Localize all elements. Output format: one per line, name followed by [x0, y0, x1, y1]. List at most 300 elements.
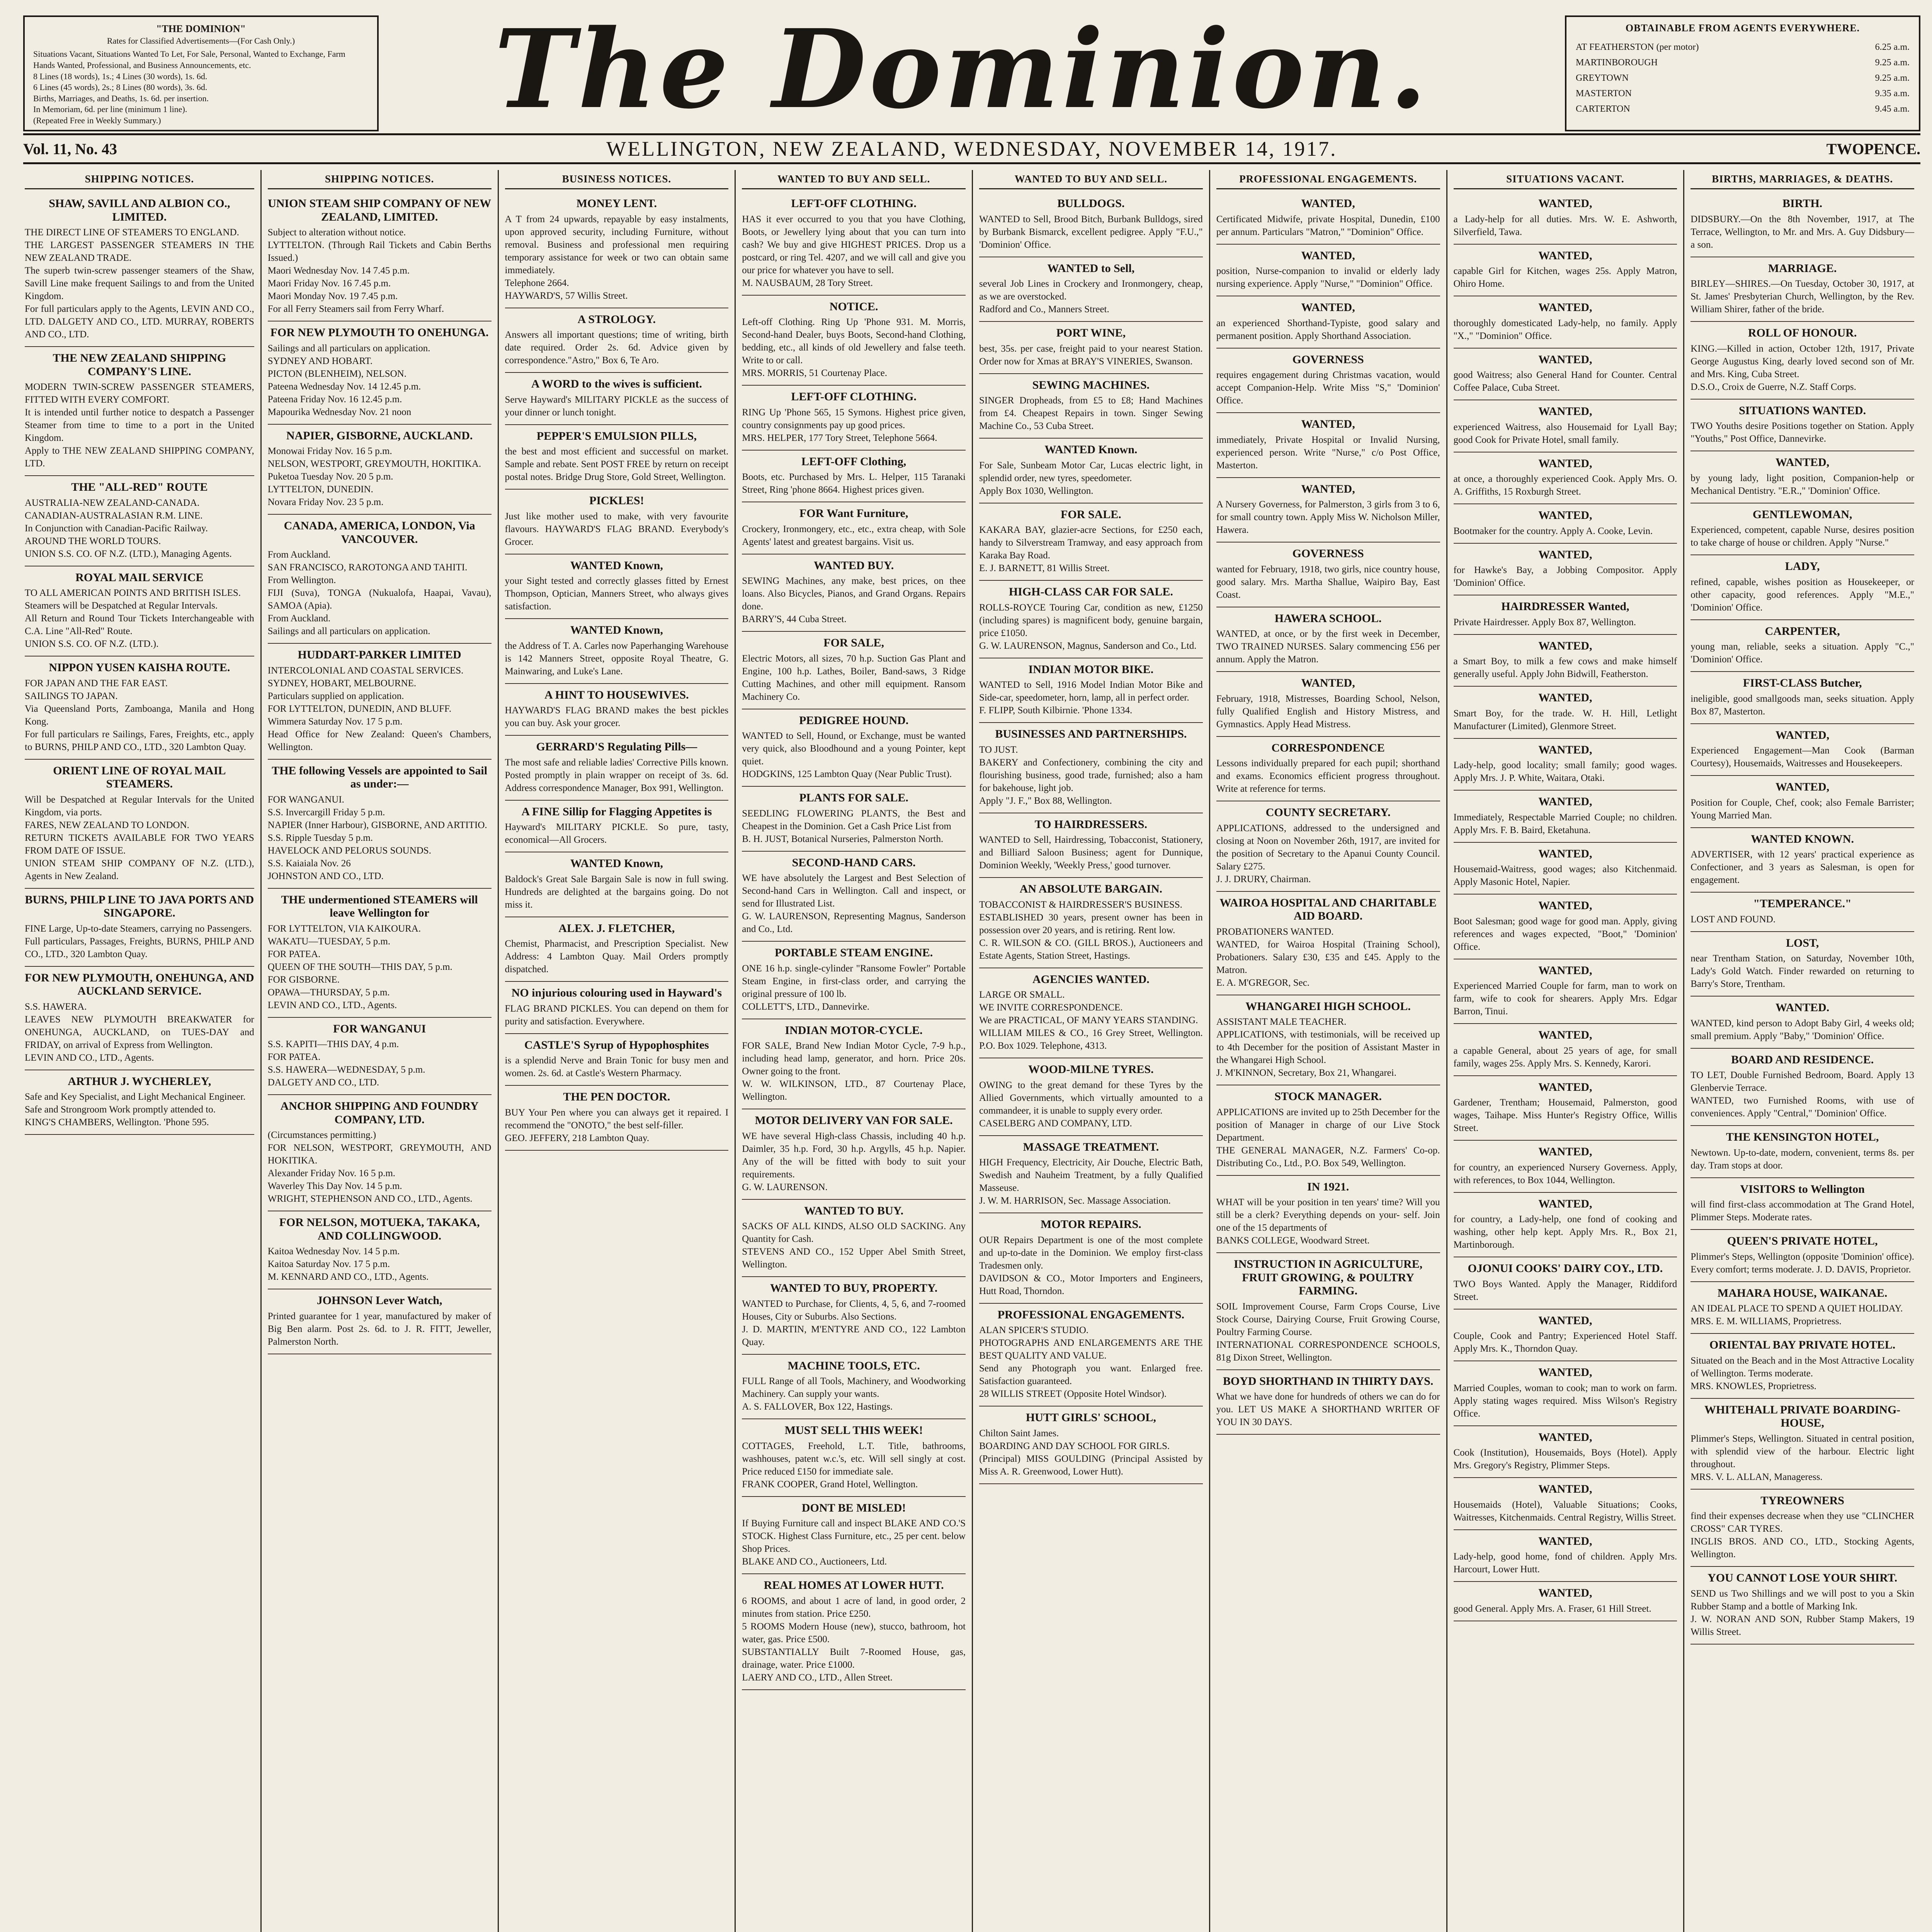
ad-body: refined, capable, wishes position as Housekeeper, or other capacity, good references. Apply "M.E.," 'Dominion' Office. [1690, 577, 1914, 613]
distribution-row: MARTINBOROUGH 9.25 a.m. [1576, 58, 1910, 68]
ad-title: SITUATIONS WANTED. [1739, 404, 1866, 417]
ad-title: FOR SALE. [1061, 508, 1121, 521]
ad-body: A T from 24 upwards, repayable by easy instalments, upon approved security, including Furniture, without removal. Business and professional men requiring temporary assistance for week or two can obtain same immediately. Telephone 2664. HAYWARD'S, 57 Willis Street. [505, 214, 729, 301]
ad-title: BULLDOGS. [1057, 197, 1125, 210]
advertisement [1690, 503, 1914, 556]
column-heading: WANTED TO BUY AND SELL. [979, 173, 1203, 189]
distribution-title: OBTAINABLE FROM AGENTS EVERYWHERE. [1625, 22, 1860, 34]
ad-body: COTTAGES, Freehold, L.T. Title, bathrooms, washhouses, patent w.c.'s, etc. Will sell singly at cost. Price reduced £150 for immediate sale. FRANK COOPER, Grand Hotel, Wellington. [742, 1440, 966, 1490]
ad-body: Serve Hayward's MILITARY PICKLE as the success of your dinner or lunch tonight. [505, 394, 729, 418]
ad-body: SEWING Machines, any make, best prices, on thee loans. Also Bicycles, Pianos, and Grand Organs. Repairs done. BARRY'S, 44 Cuba Street. [742, 576, 966, 624]
advertisement [742, 1109, 966, 1200]
ad-body: Position for Couple, Chef, cook; also Female Barrister; Young Married Man. [1690, 797, 1914, 821]
ad-body: SEND us Two Shillings and we will post to you a Skin Rubber Stamp and a bottle of Marking Ink. J. W. NORAN AND SON, Rubber Stamp Makers, 19 Willis Street. [1690, 1588, 1914, 1637]
ad-body: Plimmer's Steps, Wellington. Situated in central position, with splendid view of the harbour. Electric light throughout. MRS. V. L. ALLAN, Manageress. [1690, 1433, 1914, 1482]
column-6 [1209, 170, 1446, 1932]
ad-body: Printed guarantee for 1 year, manufactured by maker of Big Ben alarm. Post 2s. 6d. to J. R. FITT, Jeweller, Palmerston North. [267, 1311, 492, 1347]
ad-body: Situated on the Beach and in the Most Attractive Locality of Wellington. Terms moderate. MRS. KNOWLES, Proprietress. [1690, 1355, 1914, 1391]
advertisement [1454, 1076, 1677, 1141]
advertisement [1216, 737, 1440, 802]
column-1 [23, 170, 260, 1932]
ad-title: LEFT-OFF CLOTHING. [791, 197, 917, 210]
ad-body: Married Couples, woman to cook; man to work on farm. Apply stating wages required. Miss Wilson's Registry Office. [1453, 1383, 1677, 1419]
distribution-row: MASTERTON 9.35 a.m. [1576, 88, 1910, 99]
ad-body: S.S. KAPITI—THIS DAY, 4 p.m. FOR PATEA. S.S. HAWERA—WEDNESDAY, 5 p.m. DALGETY AND CO., LTD. [267, 1039, 425, 1088]
advertisement [1454, 1478, 1677, 1530]
ad-body: Kaitoa Wednesday Nov. 14 5 p.m. Kaitoa Saturday Nov. 17 5 p.m. M. KENNARD AND CO., LTD., Agents. [267, 1246, 429, 1282]
ad-title: WANTED, [1538, 1080, 1592, 1094]
ad-title: THE "ALL-RED" ROUTE [71, 481, 208, 493]
ad-title: WANTED, [1538, 353, 1592, 366]
advertisement [505, 619, 729, 684]
ad-body: young man, reliable, seeks a situation. Apply "C.," 'Dominion' Office. [1690, 641, 1914, 665]
ad-title: WANTED, [1538, 1197, 1592, 1210]
ad-body: WANTED to Purchase, for Clients, 4, 5, 6, and 7-roomed Houses, City or Suburbs. Also Sections. J. D. MARTIN, M'ENTYRE AND CO., 122 Lambton Quay. [742, 1298, 966, 1347]
ad-body: SACKS OF ALL KINDS, ALSO OLD SACKING. Any Quantity for Cash. STEVENS AND CO., 152 Upper Abel Smith Street, Wellington. [742, 1221, 966, 1270]
ad-body: MODERN TWIN-SCREW PASSENGER STEAMERS, FITTED WITH EVERY COMFORT. It is intended until further notice to despatch a Passenger Steamer from time to time to a port in the United Kingdom. Apply to THE NEW ZEALAND SHIPPING COMPANY, LTD. [25, 382, 254, 469]
advertisement [1216, 607, 1440, 672]
advertisement [268, 1018, 492, 1095]
ad-title: CANADA, AMERICA, LONDON, Via VANCOUVER. [284, 519, 475, 546]
ad-body: OWING to the great demand for these Tyres by the Allied Governments, which virtually amounted to a commandeer, it is unable to supply every order. CASELBERG AND COMPANY, LTD. [979, 1080, 1203, 1129]
advertisement [1690, 893, 1914, 932]
advertisement [268, 1095, 492, 1211]
ad-body: Hayward's MILITARY PICKLE. So pure, tasty, economical—All Grocers. [505, 822, 729, 845]
ad-title: ROLL OF HONOUR. [1748, 327, 1857, 339]
ad-body: WANTED, at once, or by the first week in December, TWO TRAINED NURSES. Salary commencing £56 per annum. Apply the Matron. [1216, 629, 1440, 665]
ad-title: NOTICE. [829, 300, 878, 313]
ad-body: Boot Salesman; good wage for good man. Apply, giving references and wages expected, "Boot," 'Dominion' Office. [1453, 916, 1677, 952]
distribution-row: GREYTOWN 9.25 a.m. [1576, 73, 1910, 83]
advertisement [1690, 1490, 1914, 1567]
advertisement [1690, 451, 1914, 503]
ad-body: experienced Waitress, also Housemaid for Lyall Bay; good Cook for Private Hotel, small family. [1453, 422, 1677, 445]
ad-title: WANTED, [1538, 249, 1592, 262]
ad-body: Experienced, competent, capable Nurse, desires position to take charge of house or children. Apply "Nurse." [1690, 525, 1914, 548]
ad-title: WANTED KNOWN. [1751, 832, 1854, 845]
advertisement [505, 852, 729, 917]
advertisement [742, 451, 966, 503]
ad-body: TO JUST. BAKERY and Confectionery, combining the city and flourishing business, good trade, furnished; also a ham for bakehouse, light job. Apply "J. F.," Box 88, Wellington. [979, 744, 1203, 806]
ad-body: INTERCOLONIAL AND COASTAL SERVICES. SYDNEY, HOBART, MELBOURNE. Particulars supplied on application. FOR LYTTELTON, DUNEDIN, AND BLUFF. Wimmera Saturday Nov. 17 5 p.m. Head Office for New Zealand: Queen's Chambers, Wellington. [267, 665, 492, 752]
ad-title: GOVERNESS [1292, 353, 1364, 366]
ad-title: A WORD to the wives is sufficient. [531, 378, 702, 390]
ad-body: What we have done for hundreds of others we can do for you. LET US MAKE A SHORTHAND WRITER OF YOU IN 30 DAYS. [1216, 1391, 1440, 1427]
ad-title: FOR NEW PLYMOUTH TO ONEHUNGA. [270, 326, 489, 339]
ad-title: PORT WINE, [1056, 327, 1126, 339]
ad-title: WANTED, [1538, 457, 1592, 470]
ad-body: a Lady-help for all duties. Mrs. W. E. Ashworth, Silverfield, Tawa. [1453, 214, 1677, 237]
ad-title: WHITEHALL PRIVATE BOARDING-HOUSE, [1704, 1403, 1901, 1429]
ad-body: BIRLEY—SHIRES.—On Tuesday, October 30, 1917, at St. James' Presbyterian Church, Wellington, by the Rev. William Shirer, father of the bride. [1690, 279, 1914, 315]
advertisement [1690, 1126, 1914, 1178]
ad-title: WANTED Known, [570, 857, 663, 870]
dateline-bar [23, 133, 1920, 164]
advertisement [505, 917, 729, 982]
ad-body: FOR LYTTELTON, VIA KAIKOURA. WAKATU—TUESDAY, 5 p.m. FOR PATEA. QUEEN OF THE SOUTH—THIS DAY, 5 p.m. FOR GISBORNE. OPAWA—THURSDAY, 5 p.m. LEVIN AND CO., LTD., Agents. [267, 923, 452, 1010]
column-heading: BIRTHS, MARRIAGES, & DEATHS. [1690, 173, 1914, 189]
ad-body: Experienced Married Couple for farm, man to work on farm, wife to cook for shearers. Apply Mrs. Edgar Barron, Tinui. [1453, 981, 1677, 1017]
ad-title: BURNS, PHILP LINE TO JAVA PORTS AND SINGAPORE. [25, 893, 254, 919]
ad-title: PEPPER'S EMULSION PILLS, [536, 429, 697, 442]
ad-body: Bootmaker for the country. Apply A. Cooke, Levin. [1453, 526, 1653, 536]
ad-title: WANTED, [1538, 548, 1592, 561]
advertisement [1690, 1049, 1914, 1126]
advertisement [1454, 895, 1677, 959]
ad-title: WANTED BUY. [813, 559, 894, 572]
advertisement [742, 942, 966, 1019]
ad-body: BUY Your Pen where you can always get it repaired. I recommend the "ONOTO," the best self-filler. GEO. JEFFERY, 218 Lambton Quay. [505, 1107, 729, 1143]
ad-title: GENTLEWOMAN, [1752, 508, 1852, 521]
column-4 [735, 170, 972, 1932]
ad-body: ineligible, good smallgoods man, seeks situation. Apply Box 87, Masterton. [1690, 693, 1914, 717]
advertisement [1454, 349, 1677, 401]
ad-body: LARGE OR SMALL. WE INVITE CORRESPONDENCE. We are PRACTICAL, OF MANY YEARS STANDING. WILLIAM MILES & CO., 16 Grey Street, Wellington. P.O. Box 1029. Telephone, 4313. [979, 990, 1203, 1051]
ad-title: HAWERA SCHOOL. [1274, 612, 1382, 625]
ad-body: Lady-help, good home, fond of children. Apply Mrs. Harcourt, Lower Hutt. [1453, 1551, 1677, 1575]
advertisement [268, 1289, 492, 1354]
ad-title: A FINE Sillip for Flagging Appetites is [521, 805, 712, 818]
rates-subtitle: Rates for Classified Advertisements—(For Cash Only.) [107, 36, 295, 46]
ad-title: PORTABLE STEAM ENGINE. [774, 946, 933, 959]
ad-body: FOR JAPAN AND THE FAR EAST. SAILINGS TO JAPAN. Via Queensland Ports, Zamboanga, Manila and Hong Kong. For full particulars re Sailings, Fares, Freights, etc., apply to BURNS, PHILP AND CO., LTD., 320 Lambton Quay. [25, 678, 254, 752]
ad-title: LADY, [1785, 560, 1820, 573]
ad-body: AN IDEAL PLACE TO SPEND A QUIET HOLIDAY. MRS. E. M. WILLIAMS, Proprietress. [1690, 1303, 1903, 1327]
advertisement [742, 632, 966, 709]
volume-number: Vol. 11, No. 43 [23, 140, 117, 158]
ad-title: FIRST-CLASS Butcher, [1743, 677, 1862, 689]
ad-title: WOOD-MILNE TYRES. [1028, 1063, 1154, 1076]
ad-body: WE have several High-class Chassis, including 40 h.p. Daimler, 35 h.p. Ford, 30 h.p. Argylls, 45 h.p. Napier. Any of the will be fitted with body to suit your requirements. G. W. LAURENSON. [742, 1131, 966, 1192]
ad-title: WANTED. [1776, 1001, 1830, 1014]
advertisement [1454, 843, 1677, 895]
advertisement [742, 1574, 966, 1690]
ad-title: TYREOWNERS [1760, 1494, 1844, 1507]
advertisement [25, 476, 254, 566]
ad-title: WANTED, [1301, 418, 1355, 430]
ad-body: Answers all important questions; time of writing, birth date required. Order 2s. 6d. Advice given by correspondence."Astro," Box 6, Te Aro. [505, 330, 729, 366]
advertisement [1454, 245, 1677, 297]
ad-title: ANCHOR SHIPPING AND FOUNDRY COMPANY, LTD. [280, 1100, 479, 1126]
ad-body: WHAT will be your position in ten years' time? Will you still be a clerk? Everything depends on your- self. Join one of the 15 departments of BANKS COLLEGE, Woodward Street. [1216, 1197, 1440, 1246]
ad-title: WANTED, [1538, 743, 1592, 756]
advertisement [1216, 801, 1440, 892]
ad-title: OJONUI COOKS' DAIRY COY., LTD. [1468, 1262, 1663, 1275]
advertisement [742, 1277, 966, 1355]
ad-title: THE undermentioned STEAMERS will leave Wellington for [281, 893, 478, 919]
ad-title: NAPIER, GISBORNE, AUCKLAND. [286, 429, 473, 442]
ad-title: WANTED, [1538, 1430, 1592, 1444]
advertisement [1454, 791, 1677, 843]
advertisement [505, 308, 729, 373]
column-heading: SITUATIONS VACANT. [1454, 173, 1677, 189]
advertisement [1690, 257, 1914, 322]
ad-title: WANTED, [1538, 899, 1592, 912]
advertisement [268, 644, 492, 760]
advertisement [1690, 1567, 1914, 1645]
ad-title: SECOND-HAND CARS. [792, 856, 916, 869]
advertisement [25, 967, 254, 1070]
ad-title: A STROLOGY. [577, 313, 656, 326]
advertisement [979, 322, 1203, 374]
advertisement [1454, 1024, 1677, 1076]
ad-title: WANTED, [1538, 405, 1592, 418]
advertisement [1216, 192, 1440, 245]
ad-body: Chilton Saint James. BOARDING AND DAY SCHOOL FOR GIRLS. (Principal) MISS GOULDING (Principal Assisted by Miss A. R. Greenwood, Lower Hutt). [979, 1428, 1203, 1477]
ad-body: ADVERTISER, with 12 years' practical experience as Confectioner, and 3 years as Salesman, is open for engagement. [1690, 849, 1914, 885]
ad-body: is a splendid Nerve and Brain Tonic for busy men and women. 2s. 6d. at Castle's Western Pharmacy. [505, 1055, 729, 1078]
ad-body: For Sale, Sunbeam Motor Car, Lucas electric light, in splendid order, new tyres, speedometer. Apply Box 1030, Wellington. [979, 460, 1203, 496]
ad-title: YOU CANNOT LOSE YOUR SHIRT. [1708, 1571, 1898, 1584]
rates-line: (Repeated Free in Weekly Summary.) [33, 115, 161, 125]
advertisement [742, 787, 966, 852]
ad-body: WANTED to Sell, 1916 Model Indian Motor Bike and Side-car, speedometer, horn, lamp, all in perfect order. F. FLIPP, South Kilbirnie. 'Phone 1334. [979, 680, 1203, 716]
advertisement [1454, 1310, 1677, 1362]
ad-body: thoroughly domesticated Lady-help, no family. Apply "X.," "Dominion" Office. [1453, 318, 1677, 341]
ad-title: WANTED, [1538, 301, 1592, 314]
classified-rates-box [23, 15, 379, 131]
ad-body: TWO Youths desire Positions together on Station. Apply "Youths," Post Office, Dannevirke. [1690, 421, 1914, 444]
ad-title: THE KENSINGTON HOTEL, [1726, 1131, 1879, 1143]
ad-body: wanted for February, 1918, two girls, nice country house, good salary. Mrs. Martha Shallue, Waipiro Bay, East Coast. [1216, 564, 1440, 600]
ad-body: APPLICATIONS, addressed to the undersigned and closing at Noon on November 26th, 1917, are invited for the position of Secretary to the Apanui County Council. Salary £275. J. J. DRURY, Chairman. [1216, 823, 1440, 884]
ad-body: OUR Repairs Department is one of the most complete and up-to-date in the Dominion. We employ first-class Tradesmen only. DAVIDSON & CO., Motor Importers and Engineers, Hutt Road, Thorndon. [979, 1235, 1203, 1296]
ad-title: WHANGAREI HIGH SCHOOL. [1245, 1000, 1411, 1013]
ad-body: The most safe and reliable ladies' Corrective Pills known. Posted promptly in plain wrapper on receipt of 3s. 6d. Address correspondence Manager, Box 991, Wellington. [505, 757, 729, 793]
advertisement [505, 1086, 729, 1151]
advertisement [1454, 635, 1677, 687]
ad-title: REAL HOMES AT LOWER HUTT. [764, 1579, 944, 1592]
ad-body: Subject to alteration without notice. LYTTELTON. (Through Rail Tickets and Cabin Berths Issued.) Maori Wednesday Nov. 14 7.45 p.m. Maori Friday Nov. 16 7.45 p.m. Maori Monday Nov. 19 7.45 p.m. For all Ferry Steamers sail from Ferry Wharf. [267, 227, 492, 314]
ad-title: JOHNSON Lever Watch, [316, 1294, 442, 1307]
advertisement [742, 296, 966, 386]
ad-body: a Smart Boy, to milk a few cows and make himself generally useful. Apply John Bidwill, Featherston. [1453, 656, 1677, 679]
advertisement [979, 723, 1203, 813]
ad-body: HAS it ever occurred to you that you have Clothing, Boots, or Jewellery lying about that you can turn into cash? We buy and give HIGHEST PRICES. Drop us a postcard, or ring Tel. 4207, and we will call and give you our price for whatever you have to sell. M. NAUSBAUM, 28 Tory Street. [742, 214, 966, 288]
advertisement [979, 439, 1203, 503]
ad-body: Lessons individually prepared for each pupil; shorthand and exams. Economics efficient progress throughout. Write at reference for terms. [1216, 758, 1440, 794]
ad-title: BIRTH. [1782, 197, 1823, 210]
advertisement [1454, 1426, 1677, 1478]
ad-body: TO LET, Double Furnished Bedroom, Board. Apply 13 Glenbervie Terrace. WANTED, two Furnished Rooms, with use of conveniences. Apply "Central," 'Dominion' Office. [1690, 1070, 1914, 1119]
ad-title: INSTRUCTION IN AGRICULTURE, FRUIT GROWING, & POULTRY FARMING. [1234, 1258, 1423, 1297]
ad-title: ORIENT LINE OF ROYAL MAIL STEAMERS. [53, 764, 226, 790]
advertisement [979, 1213, 1203, 1304]
distribution-row: AT FEATHERSTON (per motor) 6.25 a.m. [1576, 42, 1910, 52]
advertisement [1216, 1370, 1440, 1435]
column-2 [260, 170, 498, 1932]
advertisement [1454, 192, 1677, 245]
advertisement [979, 1406, 1203, 1484]
ad-title: TO HAIRDRESSERS. [1034, 818, 1147, 831]
advertisement [979, 374, 1203, 439]
advertisement [25, 192, 254, 347]
ad-title: COUNTY SECRETARY. [1265, 806, 1391, 819]
ad-title: INDIAN MOTOR BIKE. [1028, 663, 1154, 676]
advertisement [742, 1497, 966, 1575]
column-heading: PROFESSIONAL ENGAGEMENTS. [1216, 173, 1440, 189]
ad-body: for Hawke's Bay, a Jobbing Compositor. Apply 'Dominion' Office. [1453, 565, 1677, 588]
ad-title: GERRARD'S Regulating Pills— [536, 740, 697, 753]
ad-title: ALEX. J. FLETCHER, [558, 922, 675, 935]
advertisement [1690, 192, 1914, 257]
ad-title: WANTED to Sell, [1047, 262, 1135, 275]
ad-body: your Sight tested and correctly glasses fitted by Ernest Thompson, Optician, Manners Street, who always gives satisfaction. [505, 576, 729, 612]
advertisement [505, 801, 729, 853]
ad-body: Boots, etc. Purchased by Mrs. L. Helper, 115 Taranaki Street, Ring 'phone 8664. Highest prices given. [742, 472, 966, 495]
advertisement [742, 1355, 966, 1420]
ad-body: SOIL Improvement Course, Farm Crops Course, Live Stock Course, Dairying Course, Fruit Growing Course, Poultry Farming Course. INTERNATIONAL CORRESPONDENCE SCHOOLS, 81g Dixon Street, Wellington. [1216, 1301, 1440, 1363]
ad-body: FOR SALE, Brand New Indian Motor Cycle, 7-9 h.p., including head lamp, generator, and horn. Price 20s. Owner going to the front. W. W. WILKINSON, LTD., 87 Courtenay Place, Wellington. [742, 1041, 966, 1102]
ad-title: WANTED, [1538, 1483, 1592, 1495]
advertisement [742, 502, 966, 554]
ad-body: WANTED to Sell, Hairdressing, Tobacconist, Stationery, and Billiard Saloon Business; agent for Dunnique, Dominion Weekly, 'Weekly Press,' good turnover. [979, 835, 1203, 871]
ad-body: immediately, Private Hospital or Invalid Nursing, experienced person. Write "Nurse," c/o Post Office, Masterton. [1216, 434, 1440, 471]
advertisement [1690, 1282, 1914, 1334]
ad-body: Will be Despatched at Regular Intervals for the United Kingdom, via ports. FARES, NEW ZEALAND TO LONDON. RETURN TICKETS AVAILABLE FOR TWO YEARS FROM DATE OF ISSUE. UNION STEAM SHIP COMPANY OF N.Z. (LTD.), Agents in New Zealand. [25, 794, 254, 881]
ad-title: NIPPON YUSEN KAISHA ROUTE. [49, 661, 230, 674]
ad-title: WANTED, [1538, 1587, 1592, 1599]
ad-title: "TEMPERANCE." [1753, 897, 1852, 910]
ad-body: KAKARA BAY, glazier-acre Sections, for £250 each, handy to Silverstream Tramway, and easy approach from Karaka Bay Road. E. J. BARNETT, 81 Willis Street. [979, 525, 1203, 573]
masthead [0, 0, 1932, 170]
ad-title: LEFT-OFF Clothing, [801, 455, 906, 468]
ad-title: BOARD AND RESIDENCE. [1731, 1053, 1874, 1066]
rates-line: Births, Marriages, and Deaths, 1s. 6d. per insertion. [33, 93, 209, 103]
advertisement [1454, 296, 1677, 349]
advertisement [979, 257, 1203, 322]
newspaper-columns [23, 170, 1920, 1932]
advertisement [268, 192, 492, 321]
column-heading: WANTED TO BUY AND SELL. [742, 173, 966, 189]
ad-body: Electric Motors, all sizes, 70 h.p. Suction Gas Plant and Engine, 100 h.p. Lathes, Boiler, Band-saws, 3 Ridge Cutting Machines, and other mill equipment. Ransom Machinery Co. [742, 653, 966, 702]
ad-body: Crockery, Ironmongery, etc., etc., extra cheap, with Sole Agents' latest and greatest bargains. Visit us. [742, 524, 966, 547]
advertisement [505, 982, 729, 1034]
advertisement [1690, 322, 1914, 400]
ad-title: WANTED, [1538, 964, 1592, 977]
ad-title: WANTED, [1538, 1534, 1592, 1548]
ad-title: HUDDART-PARKER LIMITED [298, 648, 461, 661]
advertisement [979, 1136, 1203, 1214]
advertisement [1454, 452, 1677, 505]
ad-title: INDIAN MOTOR-CYCLE. [785, 1024, 923, 1037]
ad-title: GOVERNESS [1292, 547, 1364, 560]
ad-body: capable Girl for Kitchen, wages 25s. Apply Matron, Ohiro Home. [1453, 266, 1677, 289]
ad-title: ARTHUR J. WYCHERLEY, [68, 1075, 211, 1088]
ad-title: WANTED, [1538, 795, 1592, 808]
ad-title: WANTED, [1301, 197, 1355, 210]
column-heading: BUSINESS NOTICES. [505, 173, 729, 189]
advertisement [979, 503, 1203, 581]
ad-title: WANTED, [1301, 249, 1355, 262]
ad-body: Baldock's Great Sale Bargain Sale is now in full swing. Hundreds are delighted at the bargains going. Do not miss it. [505, 874, 729, 910]
advertisement [1690, 776, 1914, 828]
ad-body: Left-off Clothing. Ring Up 'Phone 931. M. Morris, Second-hand Dealer, buys Boots, Second-hand Clothing, bedding, etc., all kinds of old Jewellery and false teeth. Write to or call. MRS. MORRIS, 51 Courtenay Place. [742, 317, 966, 378]
ad-title: NO injurious colouring used in Hayward's [511, 986, 722, 999]
ad-title: WANTED, [1538, 197, 1592, 210]
advertisement [1216, 478, 1440, 543]
advertisement [1454, 1361, 1677, 1426]
ad-body: SINGER Dropheads, from £5 to £8; Hand Machines from £4. Cheapest Repairs in town. Singer Sewing Machine Co., 53 Cuba Street. [979, 395, 1203, 431]
advertisement [979, 1304, 1203, 1407]
ad-body: RING Up 'Phone 565, 15 Symons. Highest price given, country consignments pay up good prices. MRS. HELPER, 177 Tory Street, Telephone 5664. [742, 407, 966, 443]
advertisement [1690, 724, 1914, 776]
ad-body: February, 1918, Mistresses, Boarding School, Nelson, fully Qualified English and History Mistress, and Gymnastics. Apply Head Mistress. [1216, 693, 1440, 730]
ad-body: Cook (Institution), Housemaids, Boys (Hotel). Apply Mrs. Gregory's Registry, Plimmer Steps. [1453, 1447, 1677, 1471]
ad-body: ALAN SPICER'S STUDIO. PHOTOGRAPHS AND ENLARGEMENTS ARE THE BEST QUALITY AND VALUE. Send any Photograph you want. Enlarged free. Satisfaction guaranteed. 28 WILLIS STREET (Opposite Hotel Windsor). [979, 1325, 1203, 1399]
advertisement [1690, 555, 1914, 620]
advertisement [1454, 1193, 1677, 1258]
advertisement [1690, 932, 1914, 997]
column-7 [1446, 170, 1684, 1932]
rates-line: 8 Lines (18 words), 1s.; 4 Lines (30 words), 1s. 6d. [33, 71, 207, 81]
ad-title: CASTLE'S Syrup of Hypophosphites [524, 1038, 709, 1051]
ad-title: HAIRDRESSER Wanted, [1501, 600, 1629, 613]
ad-body: for country, a Lady-help, one fond of cooking and washing, other help kept. Apply Mrs. R., Box 21, Martinborough. [1453, 1214, 1677, 1250]
ad-body: FLAG BRAND PICKLES. You can depend on them for purity and satisfaction. Everywhere. [505, 1003, 729, 1027]
advertisement [1454, 595, 1677, 635]
rates-line: In Memoriam, 6d. per line (minimum 1 line). [33, 104, 187, 114]
ad-title: WANTED Known, [570, 559, 663, 572]
ad-title: MUST SELL THIS WEEK! [784, 1424, 923, 1437]
ad-body: Newtown. Up-to-date, modern, convenient, terms 8s. per day. Tram stops at door. [1690, 1147, 1914, 1171]
advertisement [505, 373, 729, 425]
advertisement [1454, 1530, 1677, 1582]
ad-title: FOR WANGANUI [333, 1022, 426, 1035]
ad-title: ROYAL MAIL SERVICE [75, 571, 204, 584]
ad-body: a capable General, about 25 years of age, for small family, wages 25s. Apply Mrs. S. Kennedy, Karori. [1453, 1045, 1677, 1069]
ad-title: A HINT TO HOUSEWIVES. [544, 688, 689, 701]
advertisement [1216, 672, 1440, 737]
ad-body: HIGH Frequency, Electricity, Air Douche, Electric Bath, Swedish and Nauheim Treatment, by a fully Qualified Masseuse. J. W. M. HARRISON, Sec. Massage Association. [979, 1157, 1203, 1206]
ad-title: WANTED TO BUY, PROPERTY. [770, 1282, 938, 1294]
advertisement [979, 658, 1203, 723]
ad-body: for country, an experienced Nursery Governess. Apply, with references, to Box 1044, Wellington. [1453, 1162, 1677, 1185]
ad-body: the best and most efficient and successful on market. Sample and rebate. Sent POST FREE by return on receipt postal notes. Bridge Drug Store, Gold Street, Wellington. [505, 446, 729, 482]
ad-body: FULL Range of all Tools, Machinery, and Woodworking Machinery. Can supply your wants. A. S. FALLOVER, Box 122, Hastings. [742, 1376, 966, 1412]
ad-title: SHAW, SAVILL AND ALBION CO., LIMITED. [49, 197, 230, 223]
ad-title: LOST, [1786, 936, 1819, 949]
ad-body: 6 ROOMS, and about 1 acre of land, in good order, 2 minutes from station. Price £250. 5 ROOMS Modern House (new), stucco, bathroom, hot water, gas. Price £500. SUBSTANTIALLY Built 7-Roomed House, gas, drainage, water. Price £1000. LAERY AND CO., LTD., Allen Street. [742, 1595, 966, 1683]
advertisement [1690, 1230, 1914, 1282]
ad-body: THE DIRECT LINE OF STEAMERS TO ENGLAND. THE LARGEST PASSENGER STEAMERS IN THE NEW ZEALAND TRADE. The superb twin-screw passenger steamers of the Shaw, Savill Line make frequent Sailings to and from the United Kingdom. For full particulars apply to the Agents, LEVIN AND CO., LTD. DALGETY AND CO., LTD. MURRAY, ROBERTS AND CO., LTD. [25, 227, 254, 340]
ad-body: WE have absolutely the Largest and Best Selection of Second-hand Cars in Wellington. Call and inspect, or send for Illustrated List. G. W. LAURENSON, Representing Magnus, Sanderson and Co., Ltd. [742, 873, 966, 934]
advertisement [1454, 1582, 1677, 1621]
advertisement [1690, 828, 1914, 893]
distribution-times-box [1565, 15, 1920, 131]
ad-body: ROLLS-ROYCE Touring Car, condition as new, £1250 (including spares) is magnificent body, genuine bargain, price £1050. G. W. LAURENSON, Magnus, Sanderson and Co., Ltd. [979, 602, 1203, 651]
ad-title: SEWING MACHINES. [1032, 378, 1150, 391]
advertisement [1216, 413, 1440, 478]
ad-title: WANTED, [1301, 482, 1355, 495]
ad-title: WANTED, [1538, 1314, 1592, 1327]
ad-title: WANTED, [1538, 1366, 1592, 1379]
advertisement [742, 1019, 966, 1110]
ad-body: FOR WANGANUI. S.S. Invercargill Friday 5 p.m. NAPIER (Inner Harbour), GISBORNE, AND ARTITIO. S.S. Ripple Tuesday 5 p.m. HAVELOCK AND PELORUS SOUNDS. S.S. Kaiaiala Nov. 26 JOHNSTON AND CO., LTD. [267, 794, 487, 881]
ad-body: best, 35s. per case, freight paid to your nearest Station. Order now for Xmas at BRAY'S VINERIES, Swanson. [979, 343, 1203, 367]
ad-title: WANTED, [1538, 1029, 1592, 1041]
ad-body: SEEDLING FLOWERING PLANTS, the Best and Cheapest in the Dominion. Get a Cash Price List from B. H. JUST, Botanical Nurseries, Palmerston North. [742, 808, 966, 844]
advertisement [1454, 959, 1677, 1024]
ad-body: Housemaids (Hotel), Valuable Situations; Cooks, Waitresses, Kitchenmaids. Central Registry, Willis Street. [1453, 1499, 1677, 1523]
advertisement [268, 321, 492, 425]
ad-title: STOCK MANAGER. [1274, 1090, 1382, 1103]
advertisement [1690, 620, 1914, 672]
ad-body: ASSISTANT MALE TEACHER. APPLICATIONS, with testimonials, will be received up to 4th December for the position of Assistant Master in the Whangarei High School. J. M'KINNON, Secretary, Box 21, Whangarei. [1216, 1017, 1440, 1078]
ad-body: WANTED, kind person to Adopt Baby Girl, 4 weeks old; small premium. Apply "Baby," 'Dominion' Office. [1690, 1018, 1914, 1041]
ad-title: IN 1921. [1307, 1180, 1349, 1193]
ad-body: at once, a thoroughly experienced Cook. Apply Mrs. O. A. Griffiths, 15 Roxburgh Street. [1453, 474, 1677, 497]
